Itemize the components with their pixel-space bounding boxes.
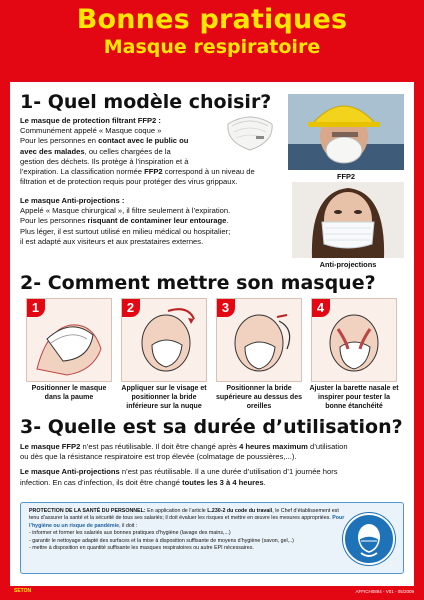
step-2-number: 2: [121, 298, 140, 317]
poster-header: [0, 6, 424, 57]
ffp2-heading: Le masque de protection filtrant FFP2 :: [20, 116, 161, 125]
page-subtitle: Masque respiratoire: [103, 36, 321, 58]
section-2-heading: 2- Comment mettre son masque?: [20, 272, 376, 294]
step-2-caption: Appliquer sur le visage et positionner la bride inférieure sur la nuque: [121, 385, 207, 410]
ffp2-caption: FFP2: [336, 172, 356, 181]
anti-line-1: Appelé « Masque chirurgical », il filtre seulement à l’expiration.: [20, 206, 231, 216]
ffp2-line-1: Communément appelé « Masque coque »: [20, 126, 162, 136]
duration-p1-line-2: ou dès que la résistance respiratoire est trop élevée (colmatage de poussières,...).: [20, 452, 297, 462]
anti-projection-photo: [292, 182, 404, 258]
step-2-image: [121, 298, 207, 382]
ffp2-worker-photo: [288, 94, 404, 170]
legal-bullet-3: - mettre à disposition en quantité suffisante les masques respiratoires ou autre EPI nécessaires.: [29, 545, 254, 552]
duration-p2-line-1: Le masque Anti-projections n’est pas réutilisable. Il a une durée d’utilisation d’1 journée hors: [20, 467, 338, 477]
step-3-number: 3: [216, 298, 235, 317]
anti-projection-caption: Anti-projections: [319, 260, 377, 269]
anti-line-3: Plus léger, il est surtout utilisé en milieu médical ou hospitalier;: [20, 226, 231, 236]
step-1-image: [26, 298, 112, 382]
ffp2-line-4: gestion des déchets. Ils protège à l’inspiration et à: [20, 156, 189, 166]
section-1-heading: 1- Quel modèle choisir?: [20, 91, 272, 113]
step-3-image: [216, 298, 302, 382]
step-4-caption: Ajuster la barette nasale et inspirer pour tester la bonne étanchéité: [309, 385, 399, 410]
anti-heading: Le masque Anti-projections :: [20, 196, 125, 205]
legal-bullet-1: - informer et former les salariés aux bonnes pratiques d’hygiène (lavage des mains,...): [29, 530, 231, 537]
step-4-image: [311, 298, 397, 382]
mask-respirator-icon: [222, 112, 278, 152]
step-1-caption: Positionner le masque dans la paume: [31, 385, 107, 401]
reference-code: AFFICH0894 - V01 - 05/2009: [355, 589, 414, 594]
ffp2-line-5: l’expiration. La classification normée FFP2 correspond à un niveau de: [20, 167, 255, 177]
ffp2-line-6: filtration et de protection requis pour protéger des virus grippaux.: [20, 177, 238, 187]
ffp2-line-3: avec des malades, ou celles chargées de la: [20, 146, 171, 156]
legal-notice-box: [20, 502, 404, 574]
step-4-number: 4: [311, 298, 330, 317]
legal-bullet-2: - garantir le nettoyage adapté des surfaces et la mise à disposition suffisante de moyens d’hygiène (savon, gel,..): [29, 537, 294, 544]
legal-text: PROTECTION DE LA SANTÉ DU PERSONNEL: En application de l’article L.230-2 du code du travail, le Chef d’établissement est tenu d’assurer la santé et la sécurité de tous ses salariés; il doit évaluer les risques et mettre en œuvre les mesures appropriées. Pour l’hygiène ou un risque de pandémie, il doit : - informer et former les salariés aux bonnes pratiques d’hygiène (lavage des mains,...) - garantir le nettoyage adapté des surfaces et la mise à disposition suffisante de moyens d’hygiène (savon, gel,..) - mettre à disposition en quantité suffisante les masques respiratoires ou autre EPI nécessaires.: [29, 508, 347, 552]
anti-line-4: il est adapté aux visiteurs et aux prestataires externes.: [20, 236, 204, 246]
section-3-heading: 3- Quelle est sa durée d’utilisation?: [20, 416, 403, 438]
page-title: Bonnes pratiques: [76, 4, 348, 35]
step-1-number: 1: [26, 298, 45, 317]
duration-p2-line-2: infection. En cas d’infection, ils doit être changé toutes les 3 à 4 heures.: [20, 477, 266, 487]
duration-text: [20, 442, 404, 488]
anti-line-2: Pour les personnes risquant de contaminer leur entourage.: [20, 216, 229, 226]
ffp2-line-2: Pour les personnes en contact avec le public ou: [20, 136, 189, 146]
legal-heading: PROTECTION DE LA SANTÉ DU PERSONNEL:: [29, 508, 146, 514]
step-3-caption: Positionner la bride supérieure au dessus des oreilles: [216, 385, 302, 410]
content-panel: [10, 82, 414, 586]
ffp2-mask-image: [222, 112, 278, 152]
anti-projection-description: [20, 196, 290, 247]
brand-logo: SETON: [14, 588, 32, 594]
duration-p1-line-1: Le masque FFP2 n’est pas réutilisable. Il doit être changé après 4 heures maximum d’utilisation: [20, 442, 348, 451]
mandatory-mask-sign-icon: [343, 513, 395, 565]
